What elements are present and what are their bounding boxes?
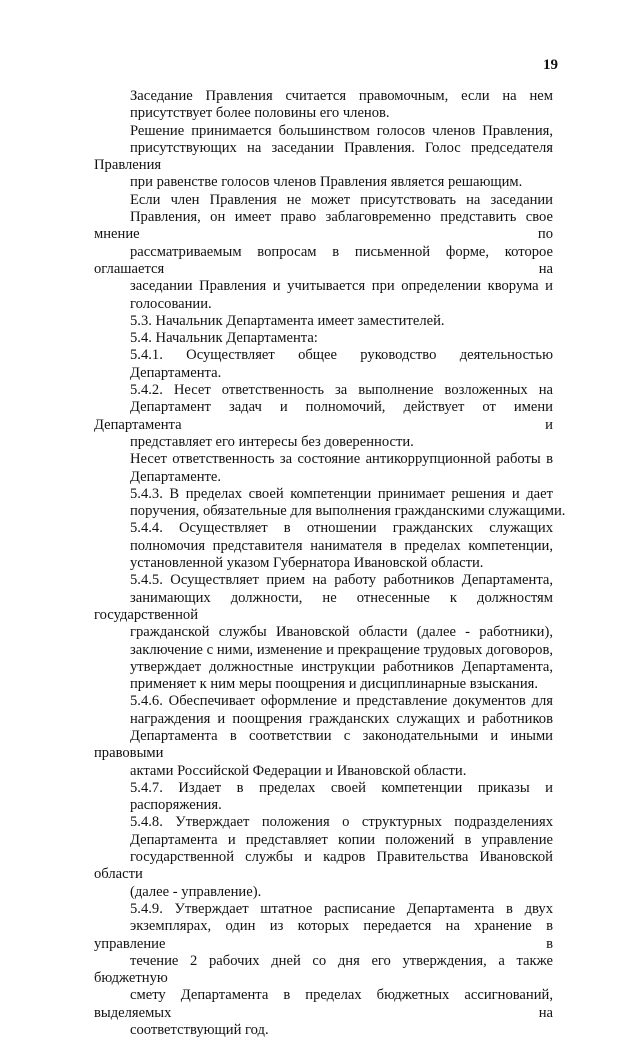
paragraph-line: полномочия представителя нанимателя в пределах компетенции, xyxy=(130,537,553,554)
document-body xyxy=(94,88,566,1039)
paragraph xyxy=(94,814,553,900)
paragraph-line: занимающих должности, не отнесенные к должностям государственной xyxy=(94,589,553,623)
paragraph xyxy=(94,192,553,313)
paragraph-line: заключение с ними, изменение и прекращение трудовых договоров, xyxy=(130,641,553,658)
paragraph-line: гражданской службы Ивановской области (далее - работники), xyxy=(130,624,553,641)
paragraph xyxy=(94,330,553,347)
paragraph-line: утверждает должностные инструкции работников Департамента, xyxy=(130,658,553,675)
paragraph-line: при равенстве голосов членов Правления является решающим. xyxy=(130,174,523,191)
paragraph-line: 5.4.5. Осуществляет прием на работу работников Департамента, xyxy=(130,572,553,589)
paragraph xyxy=(94,693,553,779)
paragraph-line: Департамент задач и полномочий, действует от имени Департамента и xyxy=(94,399,553,433)
paragraph xyxy=(94,451,553,486)
paragraph-line: экземплярах, один из которых передается на хранение в управление в xyxy=(94,918,553,952)
paragraph-line: Департамента и представляет копии положений в управление xyxy=(130,831,553,848)
paragraph-line: 5.4.8. Утверждает положения о структурных подразделениях xyxy=(130,814,553,831)
paragraph-line: соответствующий год. xyxy=(130,1022,269,1039)
paragraph-line: распоряжения. xyxy=(130,797,222,814)
page-number: 19 xyxy=(543,57,558,73)
paragraph xyxy=(94,88,553,123)
paragraph-line: 5.4.9. Утверждает штатное расписание Департамента в двух xyxy=(130,900,553,917)
paragraph-line: 5.4.7. Издает в пределах своей компетенции приказы и xyxy=(130,779,553,796)
paragraph xyxy=(94,347,553,382)
paragraph-line: Заседание Правления считается правомочным, если на нем xyxy=(130,88,553,104)
paragraph-line: 5.4.1. Осуществляет общее руководство деятельностью xyxy=(130,347,553,364)
paragraph-line: награждения и поощрения гражданских служащих и работников xyxy=(130,710,553,727)
paragraph-line: Если член Правления не может присутствовать на заседании xyxy=(130,191,553,208)
paragraph-line: присутствующих на заседании Правления. Голос председателя Правления xyxy=(94,139,553,174)
paragraph-line: установленной указом Губернатора Ивановской области. xyxy=(130,555,484,572)
paragraph-line: Департаменте. xyxy=(130,468,222,485)
paragraph-line: 5.4.6. Обеспечивает оформление и представление документов для xyxy=(130,693,553,710)
paragraph-line: рассматриваемым вопросам в письменной форме, которое оглашается на xyxy=(94,243,553,277)
paragraph xyxy=(94,901,553,1039)
paragraph-line: Несет ответственность за состояние антикоррупционной работы в xyxy=(130,451,553,468)
paragraph-line: Департамента. xyxy=(130,364,222,381)
paragraph-line: представляет его интересы без доверенности. xyxy=(130,433,414,450)
paragraph-line: заседании Правления и учитывается при определении кворума и xyxy=(130,278,553,295)
paragraph xyxy=(94,780,553,815)
paragraph xyxy=(94,382,553,451)
paragraph-line: 5.4.3. В пределах своей компетенции принимает решения и дает xyxy=(130,485,553,502)
paragraph xyxy=(94,520,553,572)
paragraph-line: голосовании. xyxy=(130,295,212,312)
paragraph-line: 5.4.2. Несет ответственность за выполнение возложенных на xyxy=(130,382,553,399)
paragraph-line: Правления, он имеет право заблаговременно представить свое мнение по xyxy=(94,209,553,243)
paragraph xyxy=(94,313,553,330)
paragraph-line: государственной службы и кадров Правительства Ивановской области xyxy=(94,849,553,883)
paragraph xyxy=(94,572,553,693)
paragraph-line: смету Департамента в пределах бюджетных ассигнований, выделяемых на xyxy=(94,987,553,1021)
paragraph-line: 5.4. Начальник Департамента: xyxy=(130,330,318,347)
paragraph-line: (далее - управление). xyxy=(130,883,262,900)
paragraph-line: Решение принимается большинством голосов членов Правления, xyxy=(130,122,553,139)
paragraph-line: 5.4.4. Осуществляет в отношении гражданских служащих xyxy=(130,520,553,537)
paragraph-line: применяет к ним меры поощрения и дисциплинарные взыскания. xyxy=(130,676,539,693)
paragraph-line: Департамента в соответствии с законодательными и иными правовыми xyxy=(94,727,553,762)
paragraph xyxy=(94,123,553,192)
paragraph-line: течение 2 рабочих дней со дня его утверждения, а также бюджетную xyxy=(94,952,553,987)
paragraph-line: актами Российской Федерации и Ивановской области. xyxy=(130,762,467,779)
paragraph xyxy=(94,485,566,521)
paragraph-line: 5.3. Начальник Департамента имеет заместителей. xyxy=(130,312,445,329)
paragraph-line: поручения, обязательные для выполнения гражданскими служащими. xyxy=(130,503,566,520)
paragraph-line: присутствует более половины его членов. xyxy=(130,105,390,122)
